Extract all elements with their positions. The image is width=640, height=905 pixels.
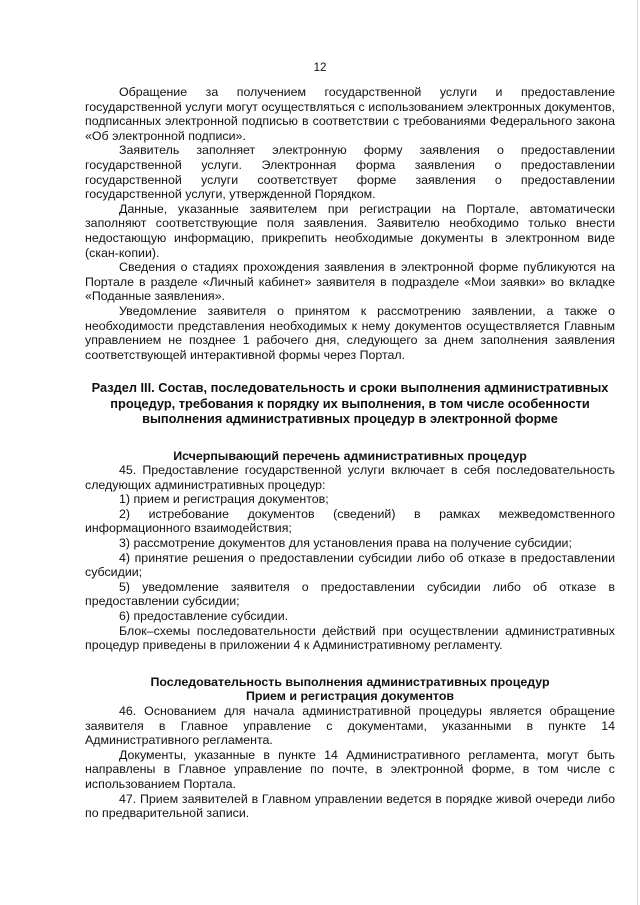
list-item: 2) истребование документов (сведений) в рамках межведомственного информационного взаимодействия; (85, 506, 615, 536)
list-item: 4) принятие решения о предоставлении субсидии либо об отказе в предоставлении субсидии; (85, 550, 615, 580)
list-item: 5) уведомление заявителя о предоставлении субсидии либо об отказе в предоставлении субсидии; (85, 579, 615, 609)
paragraph: 45. Предоставление государственной услуги включает в себя последовательность следующих административных процедур: (85, 463, 615, 492)
list-item: 1) прием и регистрация документов; (119, 492, 329, 507)
section-title: Раздел III. Состав, последовательность и сроки выполнения административных процедур, требования к порядку их выполнения, в том числе особенности выполнения административных процедур в электронной форме (91, 380, 609, 427)
scan-edge-line (637, 0, 638, 905)
paragraph: Документы, указанные в пункте 14 Административного регламента, могут быть направлены в Главное управление по почте, в электронной форме, в том числе с использованием Портала. (85, 747, 615, 791)
subheading-sequence-line-2: Прием и регистрация документов (245, 689, 455, 704)
page-content (85, 85, 615, 821)
paragraph: Заявитель заполняет электронную форму заявления о предоставлении государственной услуги. Электронная форма заявления о предоставлении государственной услуги соответствует форме заявления о предоставлении государственной услуги, утвержденной Порядком. (85, 143, 615, 202)
page-number: 12 (313, 62, 327, 74)
paragraph: Уведомление заявителя о принятом к рассмотрению заявлении, а также о необходимости представления необходимых к нему документов осуществляется Главным управлением не позднее 1 рабочего дня, следующего за днем заполнения заявления соответствующей интерактивной формы через Портал. (85, 303, 615, 362)
subheading-procedures-list: Исчерпывающий перечень административных процедур (173, 448, 527, 463)
paragraph: 46. Основанием для начала административной процедуры является обращение заявителя в Главное управление с документами, указанными в пункте 14 Административного регламента. (85, 704, 615, 748)
subheading-sequence-line-1: Последовательность выполнения административных процедур (150, 674, 550, 689)
paragraph: 47. Прием заявителей в Главном управлении ведется в порядке живой очереди либо по предварительной записи. (85, 791, 615, 821)
list-item: 3) рассмотрение документов для установления права на получение субсидии; (119, 536, 572, 551)
paragraph: Сведения о стадиях прохождения заявления в электронной форме публикуются на Портале в разделе «Личный кабинет» заявителя в подразделе «Мои заявки» во вкладке «Поданные заявления». (85, 260, 615, 304)
paragraph: Обращение за получением государственной услуги и предоставление государственной услуги могут осуществляться с использованием электронных документов, подписанных электронной подписью в соответствии с требованиями Федерального закона «Об электронной подписи». (85, 85, 615, 143)
list-item: 6) предоставление субсидии. (119, 609, 289, 624)
subheading-sequence (85, 675, 615, 704)
paragraph: Данные, указанные заявителем при регистрации на Портале, автоматически заполняют соответствующие поля заявления. Заявителю необходимо только внести недостающую информацию, прикрепить необходимые документы в электронном виде (скан-копии). (85, 201, 615, 260)
paragraph: Блок–схемы последовательности действий при осуществлении административных процедур приведены в приложении 4 к Административному регламенту. (85, 623, 615, 653)
